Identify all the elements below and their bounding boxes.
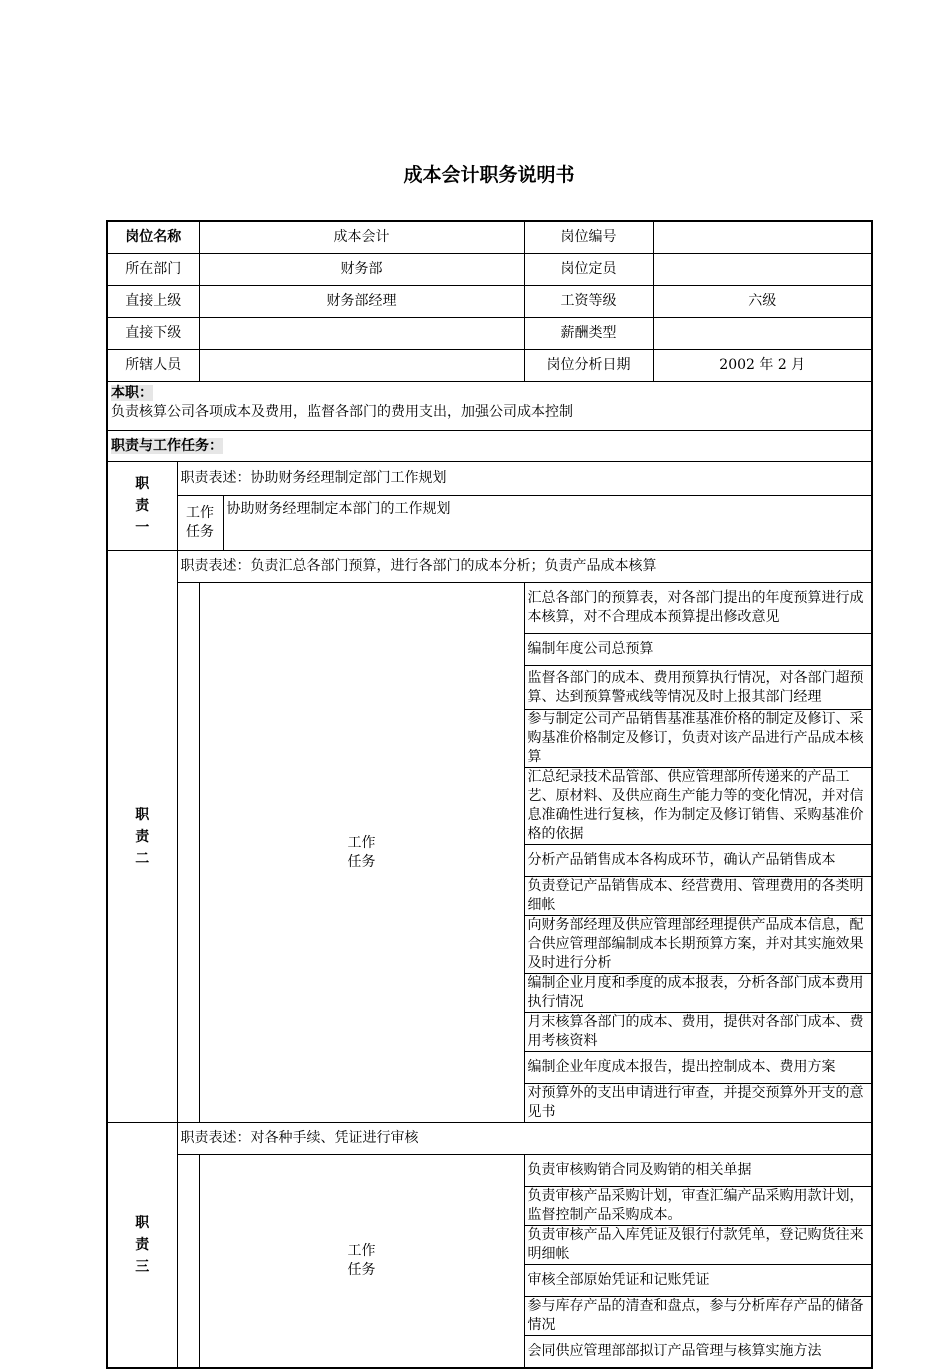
duty-2-task-5: 汇总纪录技术品管部、供应管理部所传递来的产品工艺、原材料、及供应商生产能力等的变化情况，并对信息准确性进行复核，作为制定及修订销售、采购基准价格的依据	[524, 768, 872, 845]
duty-2-spacer	[177, 583, 199, 1123]
analysis-date-value: 2002 年 2 月	[653, 350, 872, 382]
duty-1-work-label: 工作 任务	[177, 496, 223, 551]
info-row-subordinate	[107, 318, 872, 350]
position-no-value	[653, 221, 872, 254]
salary-grade-label: 工资等级	[524, 286, 653, 318]
position-name-value: 成本会计	[199, 221, 524, 254]
position-no-label: 岗位编号	[524, 221, 653, 254]
duty-2-task-11: 编制企业年度成本报告，提出控制成本、费用方案	[524, 1052, 872, 1084]
duty-2-name: 职 责 二	[107, 551, 177, 1123]
duty-3-task-5: 参与库存产品的清查和盘点，参与分析库存产品的储备情况	[524, 1297, 872, 1336]
info-row-name	[107, 221, 872, 254]
subordinate-label: 直接下级	[107, 318, 199, 350]
duty-2-task-9: 编制企业月度和季度的成本报表，分析各部门成本费用执行情况	[524, 974, 872, 1013]
salary-grade-value: 六级	[653, 286, 872, 318]
duty-2-task-12: 对预算外的支出申请进行审查，并提交预算外开支的意见书	[524, 1084, 872, 1123]
duty-1-statement: 职责表述：协助财务经理制定部门工作规划	[177, 462, 872, 496]
duty-2-task-7: 负责登记产品销售成本、经营费用、管理费用的各类明细帐	[524, 877, 872, 916]
subordinate-value	[199, 318, 524, 350]
duty-2-task-3: 监督各部门的成本、费用预算执行情况，对各部门超预算、达到预算警戒线等情况及时上报其部门经理	[524, 666, 872, 710]
duty-summary-cell	[107, 382, 872, 431]
duty-summary-row	[107, 382, 872, 431]
duty-2-task-8: 向财务部经理及供应管理部经理提供产品成本信息，配合供应管理部编制成本长期预算方案，并对其实施效果及时进行分析	[524, 916, 872, 974]
duty-2-task-6: 分析产品销售成本各构成环节，确认产品销售成本	[524, 845, 872, 877]
duty-1-name: 职 责 一	[107, 462, 177, 551]
duty-2-task-10: 月末核算各部门的成本、费用，提供对各部门成本、费用考核资料	[524, 1013, 872, 1052]
info-row-managed	[107, 350, 872, 382]
analysis-date-label: 岗位分析日期	[524, 350, 653, 382]
duty-3-task-3: 负责审核产品入库凭证及银行付款凭单，登记购货往来明细帐	[524, 1226, 872, 1265]
duty-3-task-6: 会同供应管理部部拟订产品管理与核算实施方法	[524, 1336, 872, 1369]
duty-2-task-2: 编制年度公司总预算	[524, 634, 872, 666]
duty-summary-label: 本职：	[111, 385, 153, 401]
staffing-value	[653, 254, 872, 286]
job-description-table	[106, 220, 873, 1369]
pay-type-value	[653, 318, 872, 350]
staffing-label: 岗位定员	[524, 254, 653, 286]
info-row-dept	[107, 254, 872, 286]
duty-3-statement: 职责表述：对各种手续、凭证进行审核	[177, 1123, 872, 1155]
duty-2-task-4: 参与制定公司产品销售基准基准价格的制定及修订、采购基准价格制定及修订，负责对该产品进行产品成本核算	[524, 710, 872, 768]
duty-3-name: 职 责 三	[107, 1123, 177, 1369]
duties-header-row	[107, 431, 872, 462]
superior-value: 财务部经理	[199, 286, 524, 318]
managed-value	[199, 350, 524, 382]
duty-3-spacer	[177, 1155, 199, 1369]
position-name-label: 岗位名称	[107, 221, 199, 254]
duty-2-work-label: 工作 任务	[199, 583, 524, 1123]
duty-2-statement: 职责表述：负责汇总各部门预算，进行各部门的成本分析；负责产品成本核算	[177, 551, 872, 583]
duty-1-task-1: 协助财务经理制定本部门的工作规划	[223, 496, 872, 551]
info-row-superior	[107, 286, 872, 318]
dept-label: 所在部门	[107, 254, 199, 286]
duty-2-task-1: 汇总各部门的预算表，对各部门提出的年度预算进行成本核算，对不合理成本预算提出修改意见	[524, 583, 872, 634]
duty-3-task-1: 负责审核购销合同及购销的相关单据	[524, 1155, 872, 1187]
duty-summary-text: 负责核算公司各项成本及费用，监督各部门的费用支出，加强公司成本控制	[111, 404, 573, 420]
duty-3-task-2: 负责审核产品采购计划，审查汇编产品采购用款计划，监督控制产品采购成本。	[524, 1187, 872, 1226]
managed-label: 所辖人员	[107, 350, 199, 382]
duties-header: 职责与工作任务：	[107, 431, 872, 462]
dept-value: 财务部	[199, 254, 524, 286]
superior-label: 直接上级	[107, 286, 199, 318]
duty-3-work-label: 工作 任务	[199, 1155, 524, 1369]
duty-3-task-4: 审核全部原始凭证和记账凭证	[524, 1265, 872, 1297]
document-title: 成本会计职务说明书	[403, 164, 575, 186]
pay-type-label: 薪酬类型	[524, 318, 653, 350]
